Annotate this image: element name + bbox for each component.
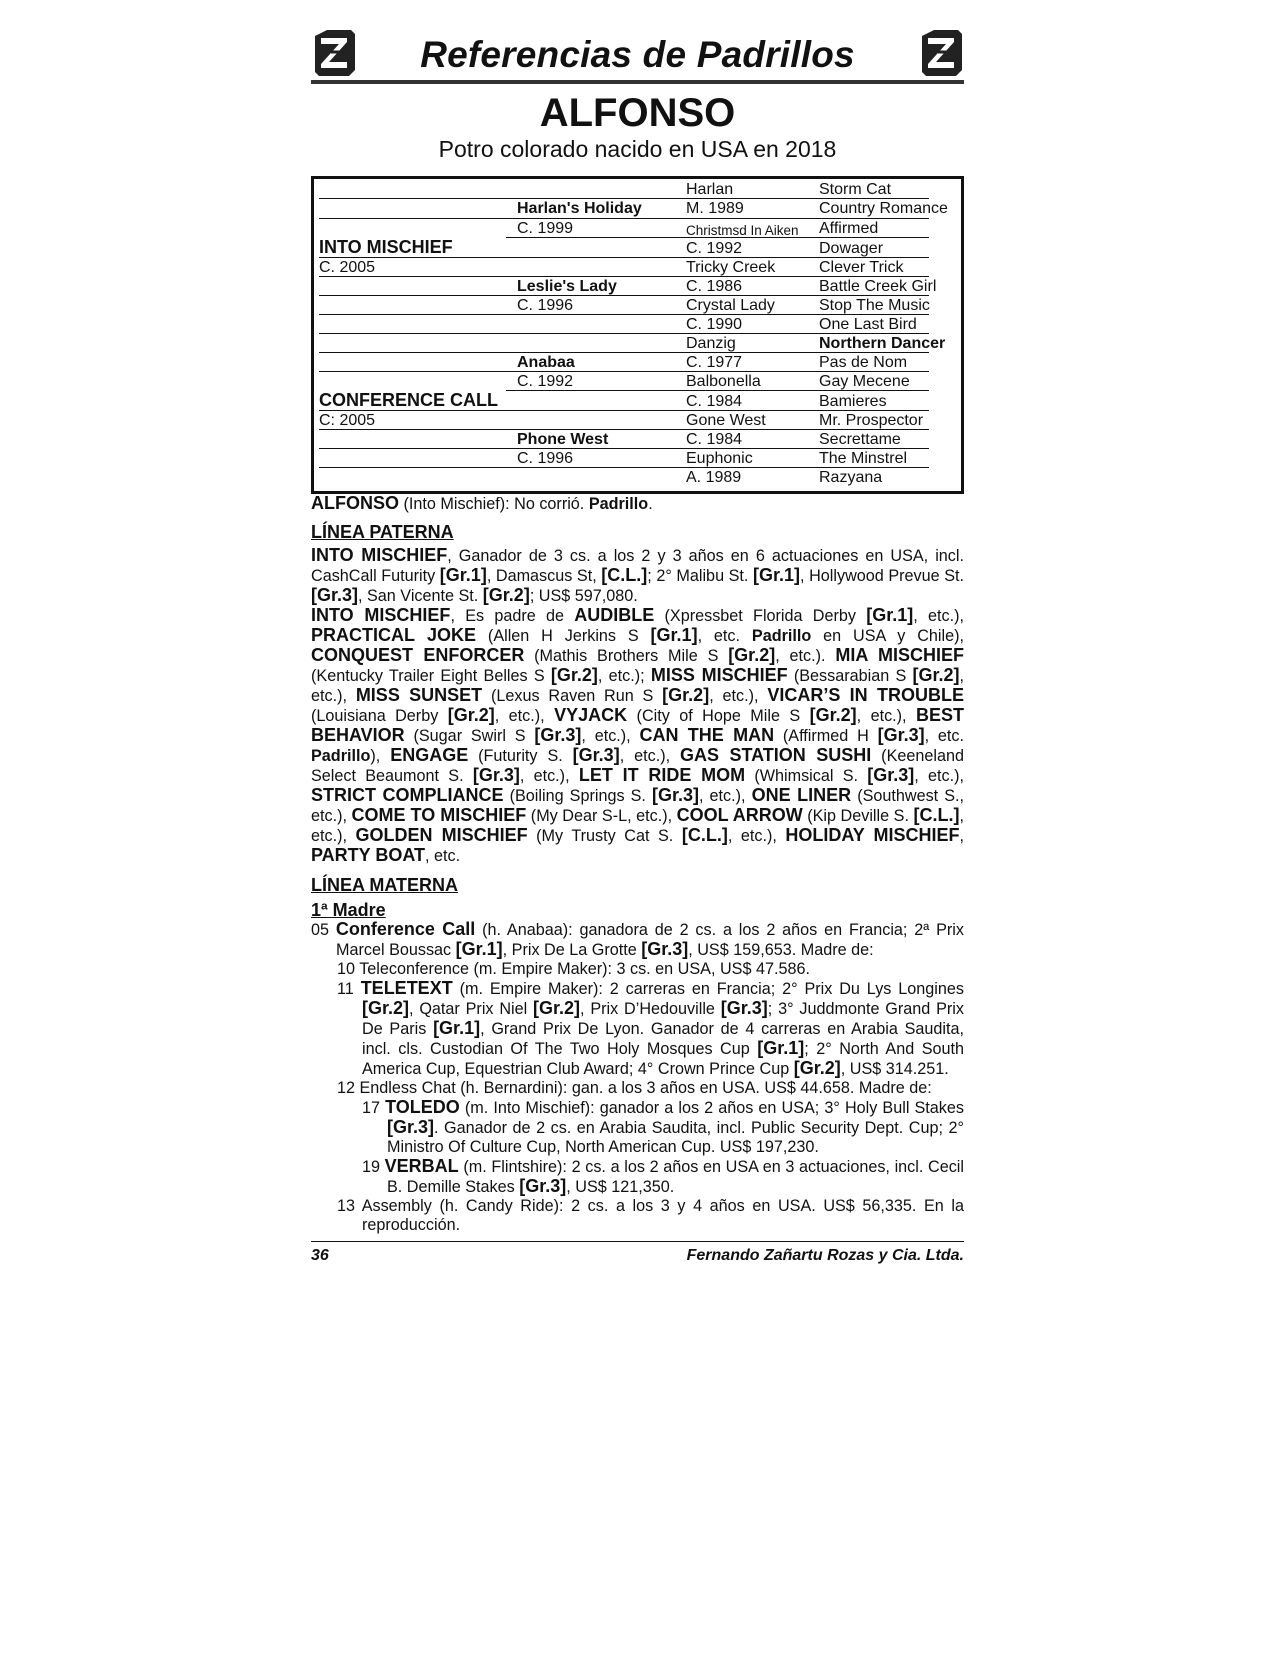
pedigree-g2-year: C. 1996 xyxy=(517,450,574,467)
text-run: , US$ 159,653. Madre de: xyxy=(688,941,874,959)
text-run: , etc.), xyxy=(619,747,681,765)
produce-entry xyxy=(311,920,964,960)
text-run: , etc.), xyxy=(519,767,579,785)
produce-entry xyxy=(311,1098,964,1157)
bold-run: GOLDEN MISCHIEF xyxy=(355,825,528,845)
pedigree-g3-year: C. 1986 xyxy=(686,278,743,295)
pedigree-g2-year: C. 1999 xyxy=(517,220,574,237)
pedigree-g3-name: Harlan xyxy=(686,181,734,198)
pedigree-g4: Gay Mecene xyxy=(819,373,910,390)
pedigree-g3-name: Christmsd In Aiken xyxy=(686,223,799,238)
pedigree-g4: Bamieres xyxy=(819,393,887,410)
bold-run: [Gr.3] xyxy=(877,725,925,745)
pedigree-rule xyxy=(319,371,929,372)
bold-run: COME TO MISCHIEF xyxy=(351,805,527,825)
pedigree-g3-name: Euphonic xyxy=(686,450,753,467)
text-run: (m. Empire Maker): 2 carreras en Francia; 2° Prix Du Lys Longines xyxy=(452,980,964,998)
page-footer xyxy=(311,1241,964,1266)
bold-run: [Gr.2] xyxy=(809,705,857,725)
bold-run: [C.L.] xyxy=(681,825,728,845)
bold-run: [Gr.2] xyxy=(533,998,581,1018)
text-run: , Hollywood Prevue St. xyxy=(800,567,965,585)
pedigree-sire: INTO MISCHIEF xyxy=(319,237,453,257)
text-run: , Es padre de xyxy=(450,607,575,625)
pedigree-g3-year: C. 1984 xyxy=(686,431,743,448)
bold-run: [C.L.] xyxy=(601,565,648,585)
pedigree-g3-name: Crystal Lady xyxy=(686,297,775,314)
text-run: , etc.), xyxy=(311,667,964,705)
bold-run: [Gr.3] xyxy=(472,765,520,785)
text-run: (Boiling Springs S. xyxy=(503,787,652,805)
bold-run: [Gr.3] xyxy=(534,725,582,745)
pedigree-g3-year: C. 1992 xyxy=(686,240,743,257)
bold-run: AUDIBLE xyxy=(574,605,655,625)
status-run: Padrillo xyxy=(311,747,371,765)
text-run: , etc.), xyxy=(581,727,640,745)
page-header xyxy=(311,22,964,84)
horse-summary-end: . xyxy=(648,495,653,513)
text-run: 10 Teleconference (m. Empire Maker): 3 cs. en USA, US$ 47.586. xyxy=(337,960,810,978)
pedigree-g3-name: Danzig xyxy=(686,335,736,352)
bold-run: [Gr.2] xyxy=(662,685,710,705)
pedigree-g4: Dowager xyxy=(819,240,884,257)
pedigree-g4: Affirmed xyxy=(819,220,879,237)
pedigree-g4: Secrettame xyxy=(819,431,901,448)
text-run: , etc.), xyxy=(494,707,555,725)
produce-entry xyxy=(311,960,964,979)
bold-run: VICAR’S IN TROUBLE xyxy=(767,685,964,705)
bold-run: VYJACK xyxy=(554,705,628,725)
pedigree-g2-year: C. 1992 xyxy=(517,373,574,390)
bold-run: [Gr.3] xyxy=(519,1176,567,1196)
bold-run: PRACTICAL JOKE xyxy=(311,625,477,645)
bold-run: MIA MISCHIEF xyxy=(835,645,964,665)
text-run: ; 3° Juddmonte Grand Prix De Paris xyxy=(362,1000,964,1038)
brand-logo-icon xyxy=(918,26,964,78)
pedigree-rule xyxy=(319,276,929,277)
pedigree-g2-name: Leslie's Lady xyxy=(517,278,617,295)
text-run: , Ganador de 3 cs. a los 2 y 3 años en 6 actuaciones en USA, incl. CashCall Futurity xyxy=(311,547,964,585)
bold-run: HOLIDAY MISCHIEF xyxy=(785,825,960,845)
bold-run: MISS SUNSET xyxy=(355,685,483,705)
pedigree-g3-name: Tricky Creek xyxy=(686,259,776,276)
bold-run: TOLEDO xyxy=(385,1097,460,1117)
text-run: . Ganador de 2 cs. en Arabia Saudita, incl. Public Security Dept. Cup; 2° Ministro Of Culture Cup, North American Cup. US$ 197,230. xyxy=(387,1119,964,1156)
bold-run: PARTY BOAT xyxy=(311,845,426,865)
text-run: (Allen H Jerkins S xyxy=(476,627,651,645)
text-run: 13 Assembly (h. Candy Ride): 2 cs. a los 3 y 4 años en USA. US$ 56,335. En la reproducción. xyxy=(337,1197,964,1234)
bold-run: [Gr.2] xyxy=(362,998,410,1018)
text-run: , etc.), xyxy=(709,687,768,705)
text-run: , Prix De La Grotte xyxy=(502,941,642,959)
text-run: (My Trusty Cat S. xyxy=(527,827,682,845)
text-run: ; US$ 597,080. xyxy=(529,587,638,605)
text-run: ; 2° North And South America Cup, Equestrian Club Award; 4° Crown Prince Cup xyxy=(362,1040,965,1078)
pedigree-rule xyxy=(319,333,929,334)
page-number: 36 xyxy=(311,1247,329,1264)
pedigree-g3-year: C. 1977 xyxy=(686,354,743,371)
pedigree-g3-name: Balbonella xyxy=(686,373,761,390)
pedigree-rule xyxy=(319,295,929,296)
bold-run: [Gr.2] xyxy=(728,645,776,665)
bold-run: [Gr.1] xyxy=(757,1038,805,1058)
text-run: , etc.), xyxy=(914,767,964,785)
horse-summary-name: ALFONSO xyxy=(311,493,399,513)
bold-run: [Gr.2] xyxy=(482,585,530,605)
horse-name: ALFONSO xyxy=(539,91,736,135)
text-run: , etc.), xyxy=(727,827,786,845)
text-run: en USA y Chile), xyxy=(811,627,964,645)
bold-run: [Gr.2] xyxy=(912,665,960,685)
text-run: (Futurity S. xyxy=(468,747,573,765)
pedigree-rule xyxy=(319,352,929,353)
page-body xyxy=(311,494,964,1266)
text-run: , etc.), xyxy=(913,607,964,625)
text-run: , etc. xyxy=(924,727,964,745)
bold-run: INTO MISCHIEF xyxy=(311,545,448,565)
text-run: (Louisiana Derby xyxy=(311,707,448,725)
bold-run: STRICT COMPLIANCE xyxy=(311,785,504,805)
text-run: (Keeneland Select Beaumont S. xyxy=(311,747,964,785)
bold-run: [Gr.1] xyxy=(439,565,487,585)
text-run: 11 xyxy=(337,980,361,998)
bold-run: TELETEXT xyxy=(360,978,453,998)
bold-run: VERBAL xyxy=(384,1156,459,1176)
bold-run: [Gr.3] xyxy=(651,785,699,805)
pedigree-g4: Mr. Prospector xyxy=(819,412,924,429)
pedigree-g2-name: Anabaa xyxy=(517,354,575,371)
bold-run: [Gr.1] xyxy=(455,939,503,959)
pedigree-g3-year: C. 1990 xyxy=(686,316,743,333)
text-run: 19 xyxy=(362,1158,385,1176)
text-run: (m. Into Mischief): ganador a los 2 años en USA; 3° Holy Bull Stakes xyxy=(459,1099,964,1117)
text-run: , Prix D’Hedouville xyxy=(580,1000,721,1018)
text-run: (Kentucky Trailer Eight Belles S xyxy=(311,667,551,685)
bold-run: [C.L.] xyxy=(913,805,960,825)
horse-description: Potro colorado nacido en USA en 2018 xyxy=(438,136,837,162)
pedigree-rule xyxy=(319,257,929,258)
pedigree-rule xyxy=(319,448,929,449)
text-run: ), xyxy=(370,747,391,765)
paterna-progeny xyxy=(311,606,964,866)
bold-run: [Gr.3] xyxy=(572,745,620,765)
text-run: , etc. xyxy=(425,847,461,865)
bold-run: INTO MISCHIEF xyxy=(311,605,451,625)
text-run: , US$ 314.251. xyxy=(840,1060,949,1078)
text-run: , San Vicente St. xyxy=(358,587,483,605)
text-run: (Kip Deville S. xyxy=(802,807,914,825)
pedigree-g4: Battle Creek Girl xyxy=(819,278,937,295)
bold-run: Conference Call xyxy=(335,919,476,939)
pedigree-rule xyxy=(506,390,929,391)
pedigree-g3-year: C. 1984 xyxy=(686,393,743,410)
bold-run: MISS MISCHIEF xyxy=(650,665,788,685)
text-run: 17 xyxy=(362,1099,386,1117)
bold-run: [Gr.1] xyxy=(650,625,698,645)
bold-run: CONQUEST ENFORCER xyxy=(311,645,525,665)
bold-run: [Gr.3] xyxy=(387,1117,435,1137)
bold-run: [Gr.2] xyxy=(447,705,495,725)
text-run: 12 Endless Chat (h. Bernardini): gan. a los 3 años en USA. US$ 44.658. Madre de: xyxy=(337,1079,932,1097)
text-run: (Southwest S., etc.), xyxy=(311,787,965,825)
text-run: , US$ 121,350. xyxy=(566,1178,675,1196)
text-run: , Damascus St, xyxy=(486,567,602,585)
materna-entries xyxy=(311,920,964,1235)
bold-run: [Gr.3] xyxy=(720,998,768,1018)
produce-entry xyxy=(311,1157,964,1197)
text-run: (Xpressbet Florida Derby xyxy=(654,607,867,625)
pedigree-g4: Country Romance xyxy=(819,200,948,217)
pedigree-sire-year: C. 2005 xyxy=(319,259,376,276)
pedigree-g4: Stop The Music xyxy=(819,297,930,314)
bold-run: [Gr.3] xyxy=(867,765,915,785)
text-run: (m. Flintshire): 2 cs. a los 2 años en USA en 3 actuaciones, incl. Cecil B. Demille Stakes xyxy=(387,1158,964,1196)
text-run: (Bessarabian S xyxy=(787,667,913,685)
text-run: , etc.), xyxy=(856,707,916,725)
bold-run: ENGAGE xyxy=(390,745,469,765)
pedigree-g2-name: Harlan's Holiday xyxy=(517,200,642,217)
bold-run: COOL ARROW xyxy=(676,805,803,825)
pedigree-g3-year: A. 1989 xyxy=(686,469,742,486)
bold-run: [Gr.1] xyxy=(433,1018,481,1038)
bold-run: [Gr.3] xyxy=(311,585,359,605)
horse-summary-text: (Into Mischief): No corrió. xyxy=(399,495,589,513)
text-run: , Grand Prix De Lyon. Ganador de 4 carreras en Arabia Saudita, incl. cls. Custodian Of The Two Holy Mosques Cup xyxy=(362,1020,964,1058)
text-run: (City of Hope Mile S xyxy=(627,707,810,725)
pedigree-rule xyxy=(319,218,929,219)
text-run: (h. Anabaa): ganadora de 2 cs. a los 2 años en Francia; 2ª Prix Marcel Boussac xyxy=(336,921,964,959)
bold-run: LET IT RIDE MOM xyxy=(578,765,746,785)
status-run: Padrillo xyxy=(751,627,812,645)
pedigree-g3-name: Gone West xyxy=(686,412,766,429)
text-run: (Lexus Raven Run S xyxy=(482,687,663,705)
pedigree-rule xyxy=(319,429,929,430)
pedigree-g4: Clever Trick xyxy=(819,259,904,276)
pedigree-rule xyxy=(319,410,929,411)
header-divider xyxy=(311,80,964,84)
text-run: 05 xyxy=(311,921,336,939)
text-run: , etc.), xyxy=(698,787,752,805)
text-run: (Affirmed H xyxy=(774,727,878,745)
pedigree-g4: Northern Dancer xyxy=(819,335,946,352)
bold-run: GAS STATION SUSHI xyxy=(680,745,872,765)
pedigree-table xyxy=(311,176,964,494)
pedigree-rule xyxy=(506,237,929,238)
text-run: (Mathis Brothers Mile S xyxy=(524,647,729,665)
pedigree-g4: The Minstrel xyxy=(819,450,908,467)
bold-run: BEST BEHAVIOR xyxy=(311,705,964,745)
bold-run: [Gr.2] xyxy=(793,1058,841,1078)
text-run: , etc.), xyxy=(311,807,964,845)
publisher-name: Fernando Zañartu Rozas y Cia. Ltda. xyxy=(686,1247,964,1264)
pedigree-g4: Pas de Nom xyxy=(819,354,908,371)
produce-entry xyxy=(311,1197,964,1235)
horse-summary-status: Padrillo xyxy=(588,495,649,513)
produce-entry xyxy=(311,1079,964,1098)
catalog-page xyxy=(311,22,964,1266)
text-run: (Sugar Swirl S xyxy=(404,727,535,745)
pedigree-g4: One Last Bird xyxy=(819,316,917,333)
pedigree-rule xyxy=(319,198,929,199)
pedigree-g3-year: M. 1989 xyxy=(686,200,744,217)
paterna-racing-record xyxy=(311,546,964,606)
bold-run: [Gr.1] xyxy=(866,605,914,625)
text-run: , etc.); xyxy=(597,667,651,685)
text-run: , xyxy=(959,827,964,845)
text-run: ; 2° Malibu St. xyxy=(647,567,754,585)
pedigree-g4: Storm Cat xyxy=(819,181,892,198)
bold-run: [Gr.3] xyxy=(641,939,689,959)
pedigree-g4: Razyana xyxy=(819,469,883,486)
text-run: , Qatar Prix Niel xyxy=(409,1000,534,1018)
text-run: , etc.). xyxy=(775,647,836,665)
text-run: (Whimsical S. xyxy=(745,767,868,785)
pedigree-rule xyxy=(319,314,929,315)
horse-summary xyxy=(311,494,964,514)
bold-run: ONE LINER xyxy=(751,785,852,805)
section-heading-materna: LÍNEA MATERNA xyxy=(311,875,458,895)
section-heading-paterna: LÍNEA PATERNA xyxy=(311,522,454,542)
bold-run: [Gr.2] xyxy=(550,665,598,685)
text-run: (My Dear S-L, etc.), xyxy=(526,807,677,825)
header-title: Referencias de Padrillos xyxy=(420,34,855,75)
pedigree-rule xyxy=(319,467,929,468)
pedigree-g2-name: Phone West xyxy=(517,431,609,448)
first-dam-heading: 1ª Madre xyxy=(311,900,386,920)
pedigree-g2-year: C. 1996 xyxy=(517,297,574,314)
bold-run: CAN THE MAN xyxy=(639,725,775,745)
produce-entry xyxy=(311,979,964,1079)
pedigree-dam-year: C: 2005 xyxy=(319,412,376,429)
text-run: , etc. xyxy=(697,627,752,645)
bold-run: [Gr.1] xyxy=(753,565,801,585)
pedigree-dam: CONFERENCE CALL xyxy=(319,390,498,410)
